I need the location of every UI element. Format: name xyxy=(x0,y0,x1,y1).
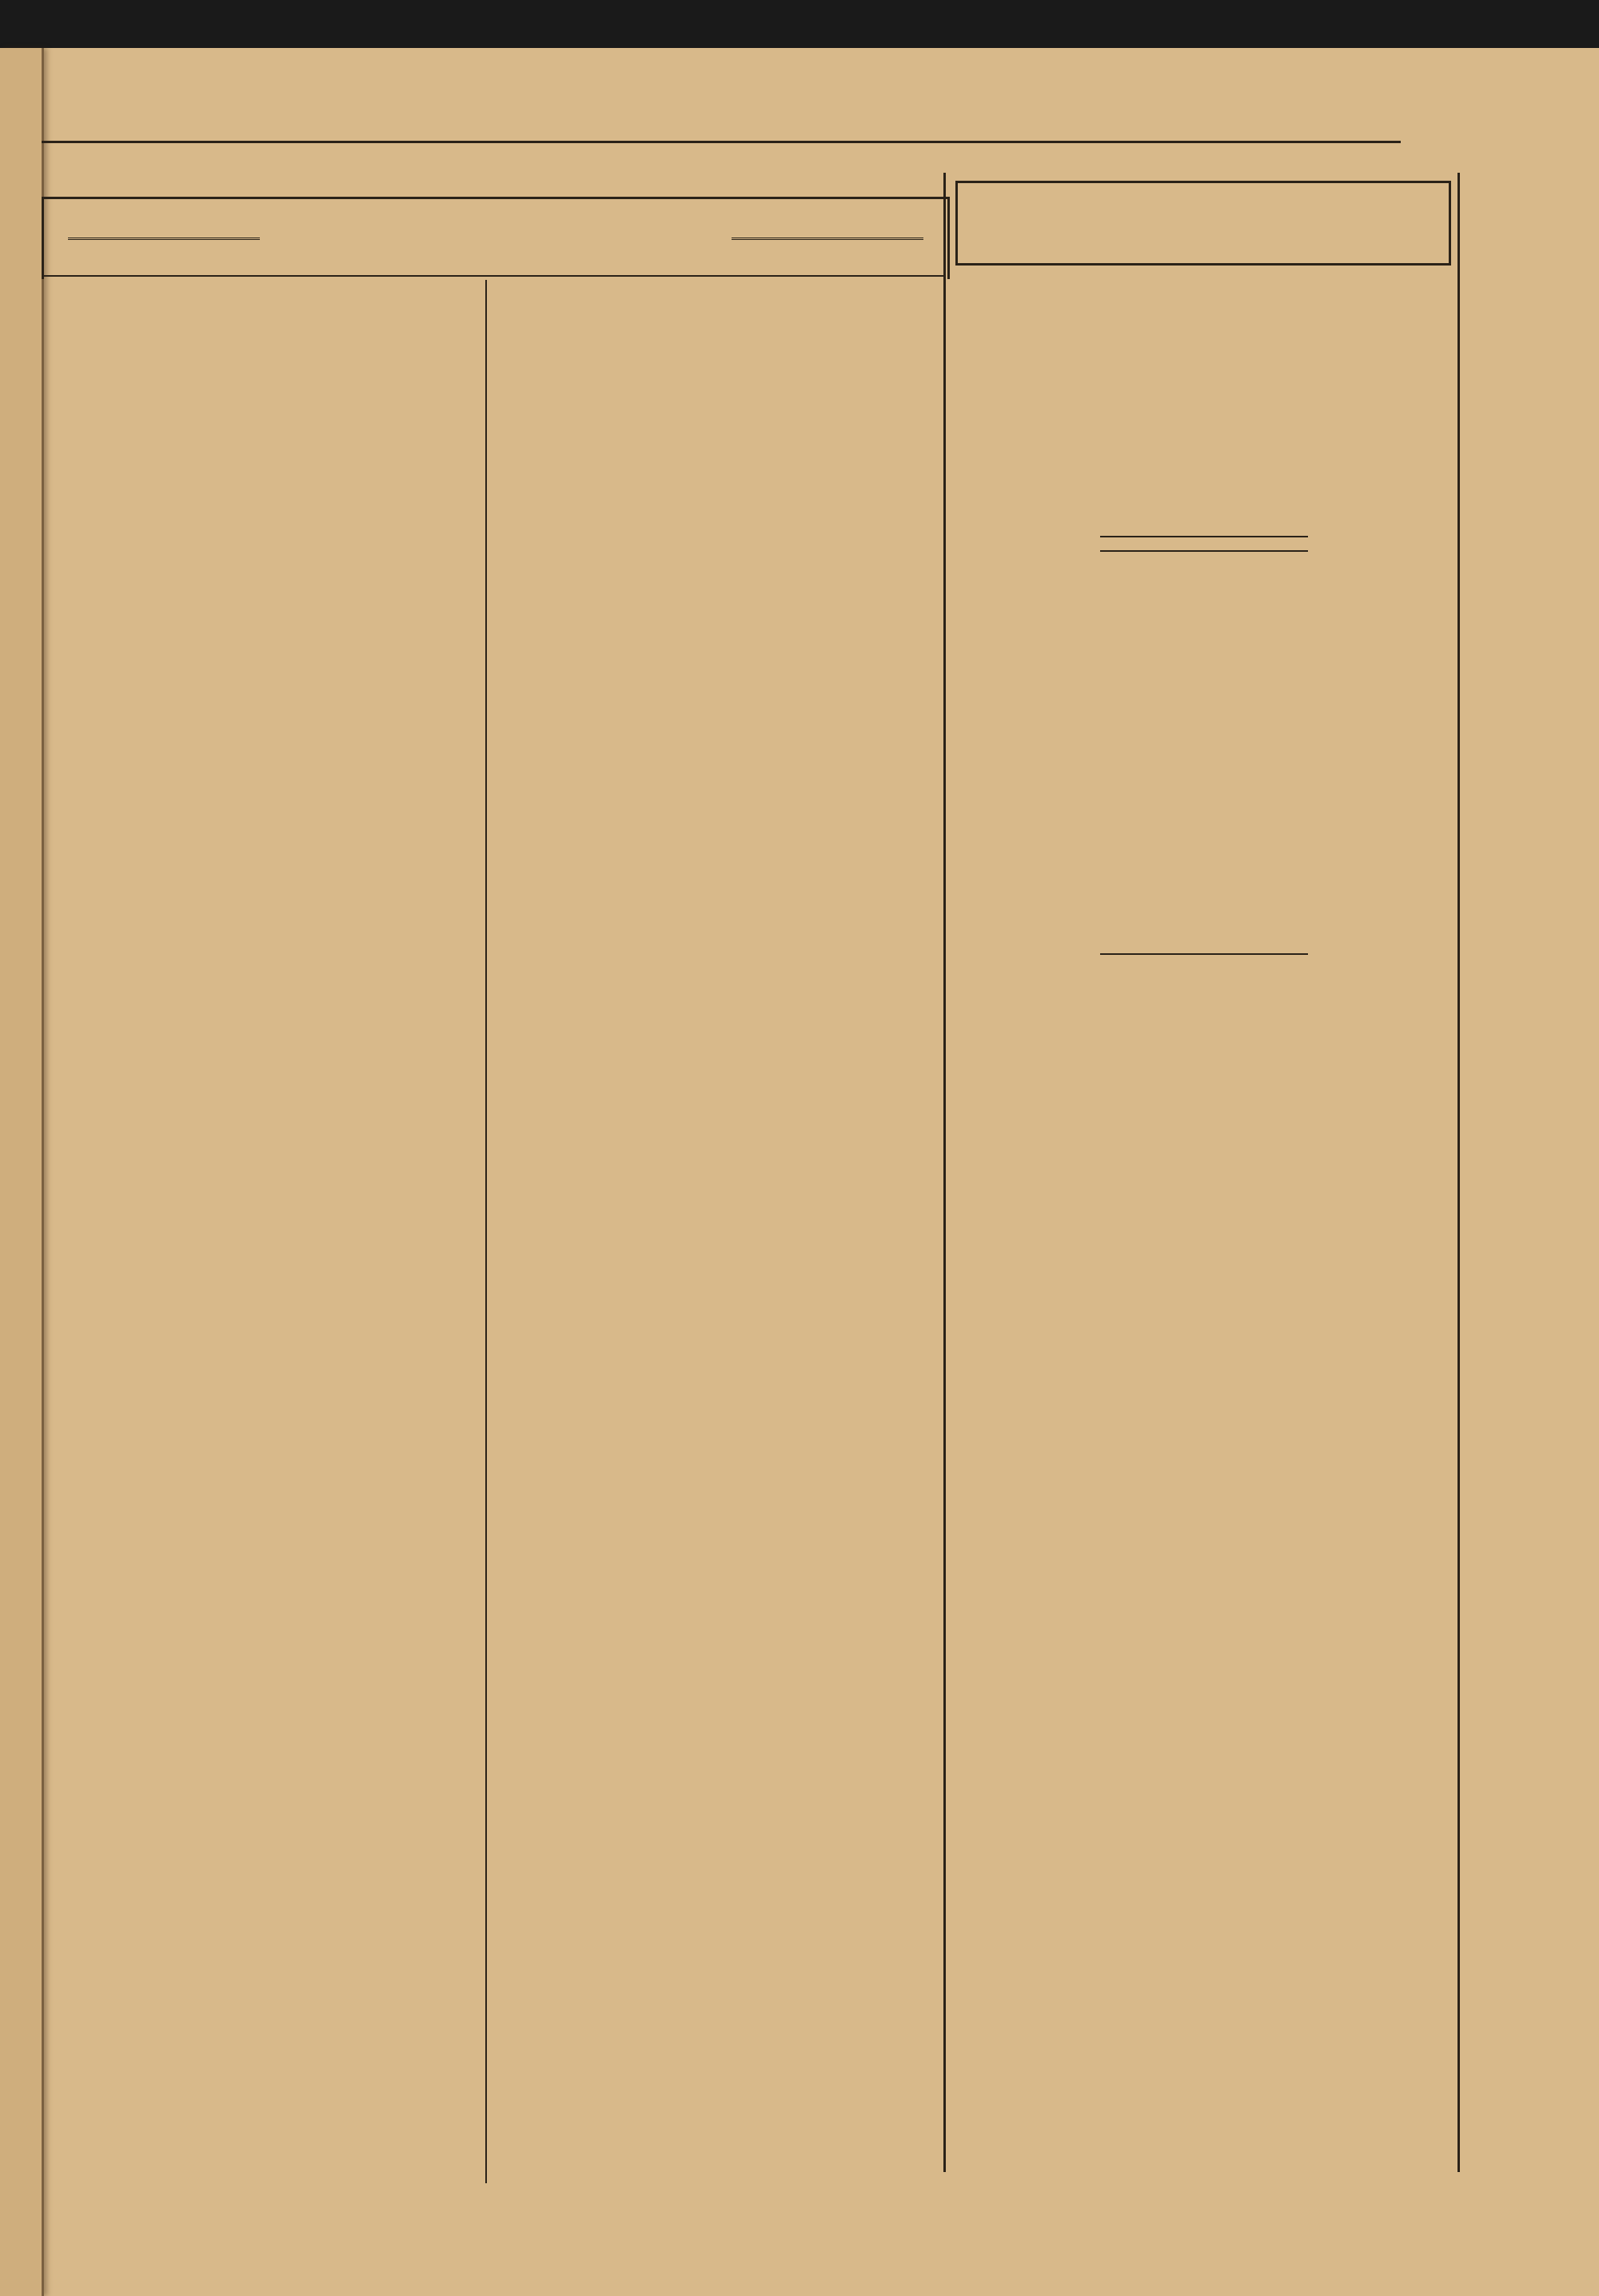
diamant-grid xyxy=(968,283,1232,523)
column-bund-deutscher-frauenvereine xyxy=(42,286,480,294)
column-divider xyxy=(485,280,487,2183)
section-header-box xyxy=(42,197,950,279)
kreuz-puzzle xyxy=(968,565,1440,940)
header-rule-left xyxy=(68,238,260,240)
raetsel-header-box xyxy=(955,181,1451,266)
kreuz-grid xyxy=(1000,569,1400,937)
masthead-rule xyxy=(42,141,1401,143)
diamant-puzzle xyxy=(968,283,1440,523)
masthead xyxy=(48,88,1359,136)
separator-rule xyxy=(1100,550,1308,552)
previous-page-edge xyxy=(0,48,44,2296)
separator-rule xyxy=(1100,953,1308,955)
raetsel-column xyxy=(968,270,1440,968)
separator-rule xyxy=(1100,536,1308,537)
column-mode-und-rezepte xyxy=(496,285,943,302)
header-rule-right xyxy=(732,238,923,240)
frauen-zeitung-section xyxy=(42,182,945,2166)
header-bottom-rule xyxy=(42,275,945,277)
raetselecke-section xyxy=(943,173,1460,2172)
